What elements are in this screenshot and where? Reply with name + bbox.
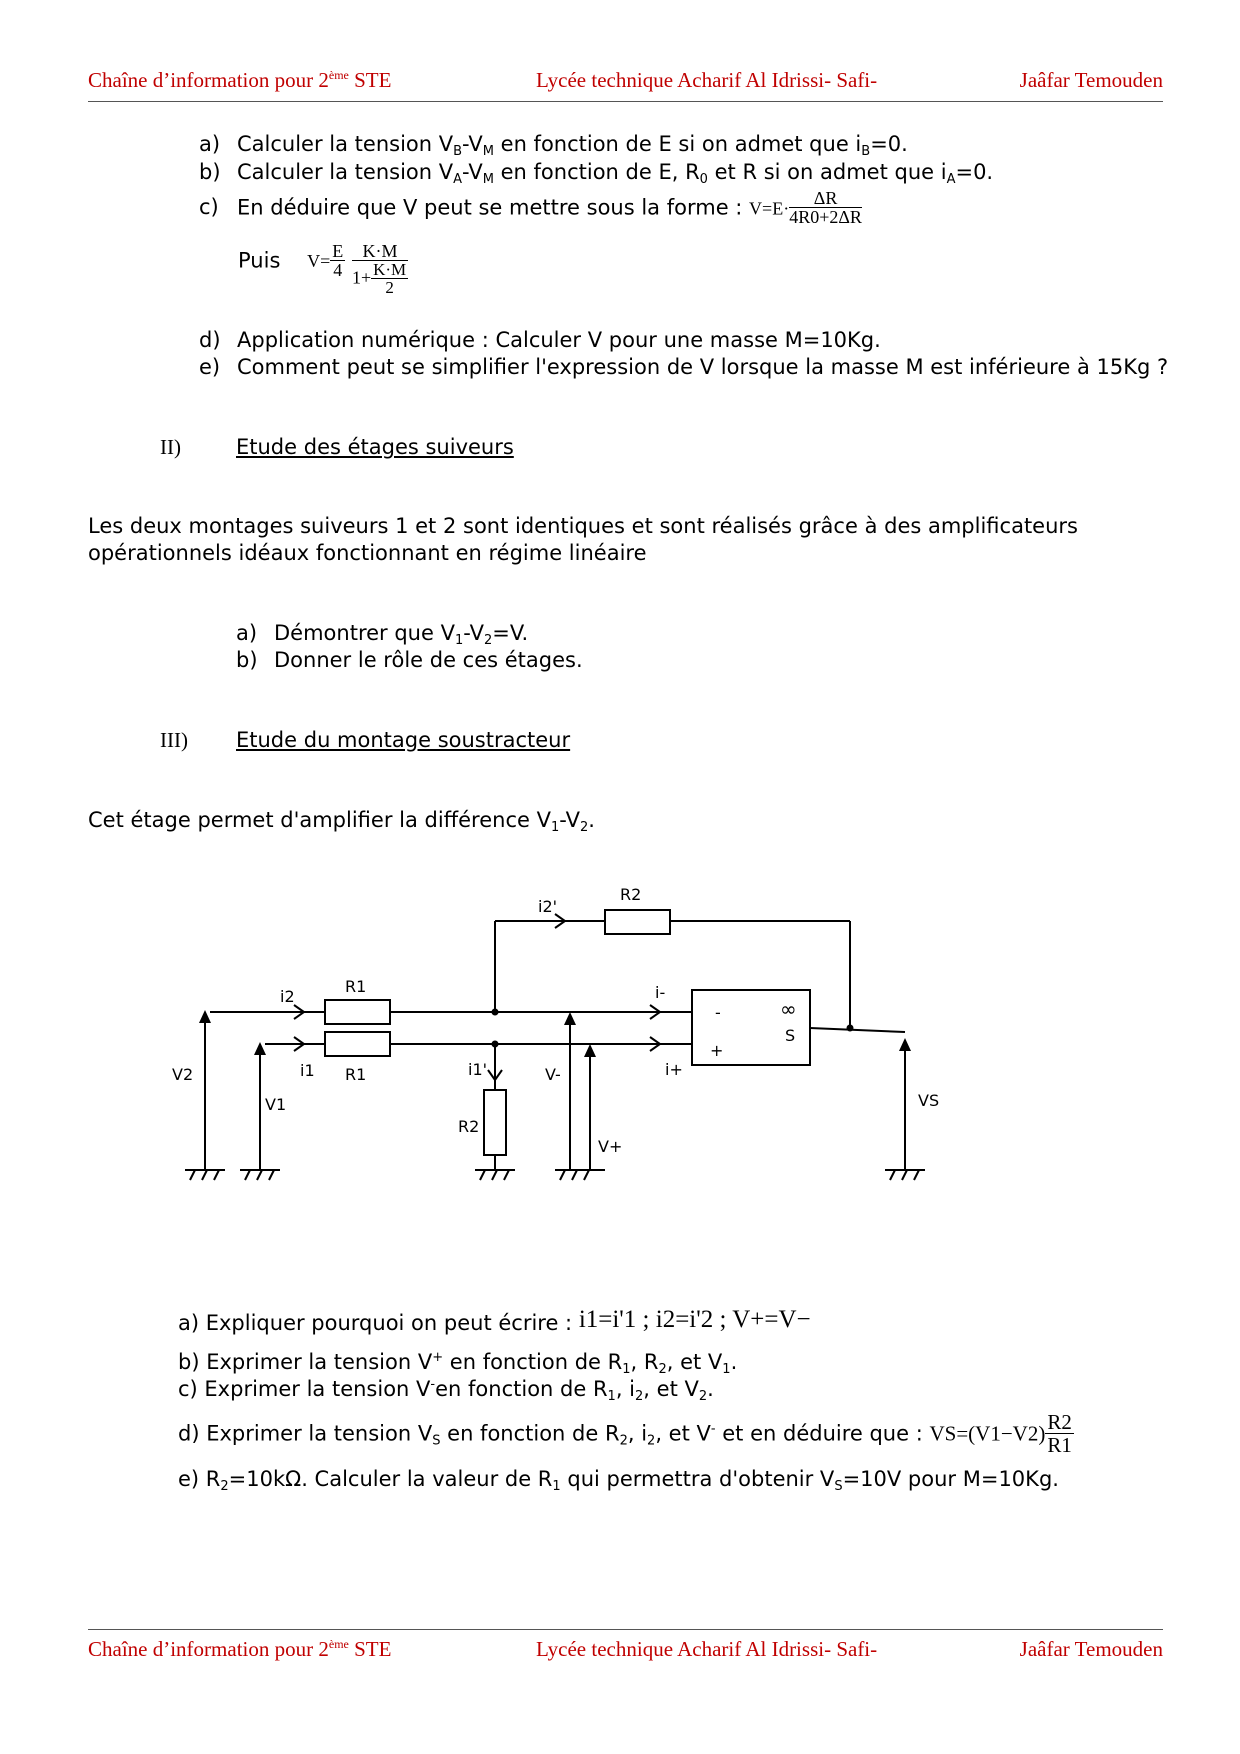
subtractor-circuit (150, 870, 950, 1210)
wire-output (810, 1028, 905, 1032)
vs-arrow-head (899, 1038, 911, 1051)
label-r1-top: R1 (345, 977, 367, 996)
label-vminus: V- (545, 1065, 561, 1084)
section3-title: Etude du montage soustracteur (236, 728, 571, 752)
vminus-arrow-head (564, 1012, 576, 1025)
r1-top-resistor (325, 1000, 390, 1024)
label-i2: i2 (280, 987, 295, 1006)
v2-arrow-head (199, 1010, 211, 1023)
formula-puis-f2: K·M 1+ $\frac{K\cdot M}{2}$ (351, 241, 407, 297)
label-plus-sign: + (710, 1041, 724, 1060)
section2-para-1: Les deux montages suiveurs 1 et 2 sont identiques et sont réalisés grâce à des amplificateurs (88, 514, 1078, 538)
item-e: e) Comment peut se simplifier l'expression de V lorsque la masse M est inférieure à 15Kg ? (199, 355, 1169, 379)
section2-number: II) (160, 435, 181, 459)
formula-c-fraction: $\frac{\Delta R}{4R0+2\Delta R}$ (789, 188, 862, 227)
formula-d-fraction: $\frac{R2}{R1}$ (1047, 1410, 1072, 1457)
section2-item-a: a) Démontrer que $V_1-V_2=V$. (236, 621, 529, 648)
ground-vminus (555, 1170, 605, 1180)
formula-puis-f1: $\frac{E}{4}$ (332, 241, 344, 280)
label-r2-shunt: R2 (458, 1117, 480, 1136)
label-v1: V1 (265, 1095, 287, 1114)
formula-c-lhs: V=E· (749, 198, 790, 219)
label-v2: V2 (172, 1065, 194, 1084)
section3-item-d: d) Exprimer la tension $V_S$ en fonction de $R_2$, $i_2$, et V- et en déduire que : VS=(V1−V2) $\frac{R2}{R1}$ (178, 1410, 1072, 1457)
puis-line: Puis V= $\frac{E}{4}$ K·M 1+ $\frac{K\cdot M}{2}$ (238, 241, 407, 297)
footer-rule (88, 1629, 1163, 1630)
ground-v2 (185, 1170, 225, 1180)
item-c: c) En déduire que V peut se mettre sous la forme : V=E· $\frac{\Delta R}{4R0+2\Delta R}$ (199, 188, 862, 227)
section3-item-b: b) Exprimer la tension V+ en fonction de $R_1$, $R_2$, et $V_1$. (178, 1350, 738, 1377)
footer-course: Chaîne d’information pour 2ème STE (88, 1637, 392, 1661)
label-minus-sign: - (715, 1003, 721, 1022)
label-i1p: i1' (468, 1060, 488, 1079)
label-r2-top: R2 (620, 885, 642, 904)
header-course: Chaîne d’information pour 2ème STE (88, 68, 392, 92)
label-iminus: i- (655, 983, 666, 1002)
section2-title: Etude des étages suiveurs (236, 435, 514, 459)
vplus-arrow-head (584, 1044, 596, 1057)
label-s: S (785, 1026, 796, 1045)
footer-author: Jaâfar Temouden (1019, 1637, 1163, 1661)
formula-a: i1=i'1 ; i2=i'2 ; V+=V− (578, 1306, 811, 1333)
section3-number: III) (160, 728, 188, 752)
ground-shunt (475, 1170, 515, 1180)
label-infinity: ∞ (780, 997, 797, 1021)
section2-para-2: opérationnels idéaux fonctionnant en régime linéaire (88, 541, 647, 565)
ground-v1 (240, 1170, 280, 1180)
section3-item-c: c) Exprimer la tension V-en fonction de $R_1$, $i_2$, et $V_2$. (178, 1377, 714, 1404)
header-author: Jaâfar Temouden (1019, 68, 1163, 92)
section3-item-a: a) Expliquer pourquoi on peut écrire : i1=i'1 ; i2=i'2 ; V+=V− (178, 1306, 811, 1335)
ground-vs (885, 1170, 925, 1180)
r2-feedback-resistor (605, 910, 670, 934)
item-d: d) Application numérique : Calculer V pour une masse M=10Kg. (199, 328, 881, 352)
label-r1-bottom: R1 (345, 1065, 367, 1084)
section3-item-e: e) $R_2=10k\Omega$. Calculer la valeur de $R_1$ qui permettra d'obtenir $V_S=10V$ pour M=10Kg. (178, 1467, 1059, 1494)
label-iplus: i+ (665, 1060, 683, 1079)
formula-d-lhs: VS=(V1−V2) (929, 1421, 1046, 1446)
header-school: Lycée technique Acharif Al Idrissi- Safi- (536, 68, 878, 92)
label-vs: VS (918, 1091, 940, 1110)
item-b: b) Calculer la tension $V_A-V_M$ en fonction de E, $R_0$ et R si on admet que $i_A=0$. (199, 160, 994, 187)
label-i1: i1 (300, 1061, 315, 1080)
node-top (492, 1009, 499, 1016)
header-rule (88, 101, 1163, 102)
node-output (847, 1025, 854, 1032)
v1-arrow-head (254, 1042, 266, 1055)
item-a: a) Calculer la tension $V_B-V_M$ en fonction de E si on admet que $i_B=0$. (199, 132, 908, 159)
label-vplus: V+ (598, 1137, 623, 1156)
label-i2p: i2' (538, 897, 558, 916)
section3-intro: Cet étage permet d'amplifier la différence $V_1-V_2$. (88, 808, 595, 835)
node-bottom (492, 1041, 499, 1048)
footer-school: Lycée technique Acharif Al Idrissi- Safi- (536, 1637, 878, 1661)
r2-shunt-resistor (484, 1090, 506, 1155)
r1-bottom-resistor (325, 1032, 390, 1056)
section2-item-b: b) Donner le rôle de ces étages. (236, 648, 583, 672)
